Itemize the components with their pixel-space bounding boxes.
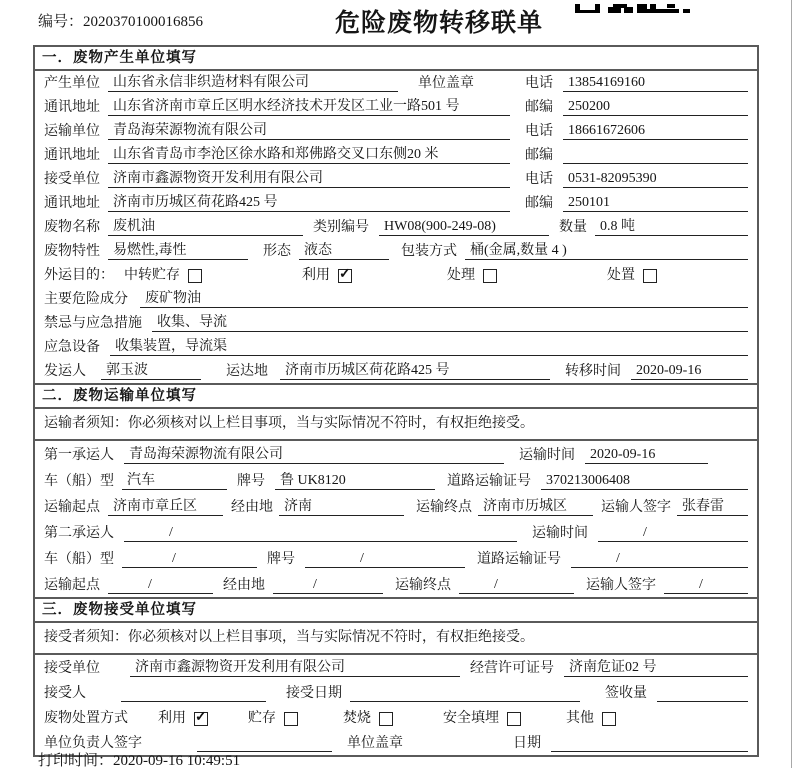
checkbox-icon [507,712,521,726]
vehicle1-plate-value: 鲁 UK8120 [275,472,435,490]
disposal-method-row [35,705,757,730]
road-permit-label: 道路运输证号 [447,474,531,489]
hazard-value: 废矿物油 [140,290,748,308]
vehicle2-plate-value: / [305,550,465,568]
acceptor-value [121,685,266,702]
taboo-measures-row [35,311,757,335]
transporter-sign-label: 运输人签字 [601,500,671,515]
accept-unit-label: 接受单位 [44,661,100,676]
amount-value [657,685,748,702]
qr-code-fragment [575,0,690,18]
consignor-label: 发运人 [44,364,86,379]
via-label: 经由地 [223,578,265,593]
page-title: 危险废物转移联单 [335,9,544,37]
transfer-time-value: 2020-09-16 [631,362,748,380]
carrier-unit-row [35,119,757,143]
waste-name-value: 废机油 [108,218,303,236]
disposal-option-utilize: 利用 ✓ [158,710,208,727]
purpose-label: 外运目的： [44,268,114,283]
receiver-unit-label: 接受单位 [44,172,100,187]
hazard-component-row [35,287,757,311]
second-carrier-value: / [124,524,517,542]
plate-label: 牌号 [237,474,265,489]
transporter-sign-label: 运输人签字 [586,578,656,593]
checkbox-icon [643,269,657,283]
unit-seal-label: 单位盖章 [418,76,474,91]
disposal-label: 废物处置方式 [44,711,128,726]
checkbox-icon [188,269,202,283]
receiver-unit-row [35,167,757,191]
transporter-notice: 运输者须知：你必须核对以上栏目事项，当与实际情况不符时，有权拒绝接受。 [35,409,757,441]
waste-property-row [35,239,757,263]
destination-label: 运达地 [226,364,268,379]
producer-zip-value: 250200 [563,98,748,116]
unit-seal-label: 单位盖章 [347,736,403,751]
quantity-value: 0.8 吨 [595,218,748,236]
checkbox-icon [338,269,352,283]
serial-number-line [38,10,203,31]
vehicle2-type-value: / [122,550,257,568]
accept-date-label: 接受日期 [286,686,342,701]
receiver-phone-value: 0531-82095390 [563,170,748,188]
accept-unit-value: 济南市鑫源物资开发利用有限公司 [130,659,460,677]
first-carrier-label: 第一承运人 [44,448,114,463]
category-value: HW08(900-249-08) [379,218,549,236]
transport-time-label: 运输时间 [519,448,575,463]
date-label: 日期 [513,736,541,751]
print-time-line [38,749,240,770]
via-label: 经由地 [231,500,273,515]
carrier-address-row [35,143,757,167]
carrier-unit-value: 青岛海荣源物流有限公司 [108,122,510,140]
consignor-value: 郭玉波 [101,362,201,380]
acceptor-row [35,680,757,705]
vehicle1-row [35,467,757,493]
phone-label: 电话 [525,76,553,91]
acceptor-label: 接受人 [44,686,86,701]
checkbox-icon [284,712,298,726]
transport-time-label: 运输时间 [532,526,588,541]
end-label: 运输终点 [395,578,451,593]
producer-phone-value: 13854169160 [563,74,748,92]
taboo-value: 收集、导流 [152,314,748,332]
route2-row [35,571,757,597]
route1-via-value: 济南 [279,498,404,516]
receiver-address-row [35,191,757,215]
carrier-zip-value [563,147,748,164]
road-permit-label: 道路运输证号 [477,552,561,567]
section2-header: 二．废物运输单位填写 [35,383,757,409]
section1-header: 一．废物产生单位填写 [35,47,757,71]
second-carrier-time-value: / [598,524,748,542]
emergency-equipment-row [35,335,757,359]
packing-value: 桶(金属,数量 4 ) [465,242,748,260]
origin-label: 运输起点 [44,500,100,515]
purpose-option-storage: 中转贮存 [124,267,202,284]
waste-name-label: 废物名称 [44,220,100,235]
hazard-label: 主要危险成分 [44,292,128,307]
section3-header: 三．废物接受单位填写 [35,597,757,623]
transfer-purpose-row [35,263,757,287]
first-carrier-value: 青岛海荣源物流有限公司 [124,446,504,464]
route2-via-value: / [273,576,383,594]
print-time-label: 打印时间： [38,753,114,769]
purpose-option-treat: 处理 [447,267,497,284]
zip-label: 邮编 [525,196,553,211]
producer-label: 产生单位 [44,76,100,91]
producer-address-row [35,95,757,119]
date-value [551,735,748,752]
checkbox-icon [379,712,393,726]
carrier-address-value: 山东省青岛市李沧区徐水路和郑佛路交叉口东侧20 米 [108,146,510,164]
taboo-label: 禁忌与应急措施 [44,316,142,331]
equipment-value: 收集装置，导流渠 [110,338,748,356]
first-carrier-time-value: 2020-09-16 [585,446,708,464]
property-label: 废物特性 [44,244,100,259]
checkbox-icon [483,269,497,283]
disposal-option-storage: 贮存 [248,710,298,727]
receiver-unit-value: 济南市鑫源物资开发利用有限公司 [108,170,510,188]
second-carrier-label: 第二承运人 [44,526,114,541]
end-label: 运输终点 [416,500,472,515]
receiver-notice: 接受者须知：你必须核对以上栏目事项，当与实际情况不符时，有权拒绝接受。 [35,623,757,655]
address-label: 通讯地址 [44,148,100,163]
waste-name-row [35,215,757,239]
carrier-unit-label: 运输单位 [44,124,100,139]
amount-label: 签收量 [605,686,647,701]
route2-sign-value: / [664,576,748,594]
producer-value: 山东省永信非织造材料有限公司 [108,74,398,92]
route1-row [35,493,757,519]
print-time-value: 2020-09-16 10:49:51 [113,753,241,769]
disposal-option-landfill: 安全填埋 [443,710,521,727]
purpose-option-dispose: 处置 [607,267,657,284]
producer-row [35,71,757,95]
vehicle-type-label: 车（船）型 [44,552,114,567]
route2-origin-value: / [108,576,213,594]
second-carrier-row [35,519,757,545]
phone-label: 电话 [525,172,553,187]
route1-origin-value: 济南市章丘区 [108,498,223,516]
consignor-row [35,359,757,383]
origin-label: 运输起点 [44,578,100,593]
checkbox-icon [602,712,616,726]
phone-label: 电话 [525,124,553,139]
zip-label: 邮编 [525,148,553,163]
vehicle-type-label: 车（船）型 [44,474,114,489]
form-value: 液态 [299,242,389,260]
page-edge-line [791,0,792,768]
serial-number: 2020370100016856 [83,14,204,30]
destination-value: 济南市历城区荷花路425 号 [280,362,550,380]
disposal-option-other: 其他 [566,710,616,727]
producer-address-value: 山东省济南市章丘区明水经济技术开发区工业一路501 号 [108,98,510,116]
accept-date-value [350,685,580,702]
license-value: 济南危证02 号 [564,659,748,677]
vehicle1-type-value: 汽车 [122,472,227,490]
purpose-option-utilize: 利用 ✓ [302,267,352,284]
route1-sign-value: 张春雷 [677,498,748,516]
disposal-option-incinerate: 焚烧 [343,710,393,727]
route1-end-value: 济南市历城区 [478,498,593,516]
accept-unit-row [35,655,757,680]
manifest-form [33,45,759,757]
address-label: 通讯地址 [44,196,100,211]
vehicle1-permit-value: 370213006408 [541,472,748,490]
plate-label: 牌号 [267,552,295,567]
transfer-time-label: 转移时间 [565,364,621,379]
form-label: 形态 [263,244,291,259]
checkbox-icon [194,712,208,726]
route2-end-value: / [459,576,574,594]
serial-label: 编号： [38,14,84,30]
address-label: 通讯地址 [44,100,100,115]
carrier-phone-value: 18661672606 [563,122,748,140]
packing-label: 包装方式 [401,244,457,259]
equipment-label: 应急设备 [44,340,100,355]
category-label: 类别编号 [313,220,369,235]
license-label: 经营许可证号 [470,661,554,676]
zip-label: 邮编 [525,100,553,115]
quantity-label: 数量 [559,220,587,235]
vehicle2-permit-value: / [571,550,748,568]
first-carrier-row [35,441,757,467]
property-value: 易燃性,毒性 [108,242,248,260]
receiver-address-value: 济南市历城区荷花路425 号 [108,194,510,212]
responsible-sign-label: 单位负责人签字 [44,736,142,751]
vehicle2-row [35,545,757,571]
receiver-zip-value: 250101 [563,194,748,212]
